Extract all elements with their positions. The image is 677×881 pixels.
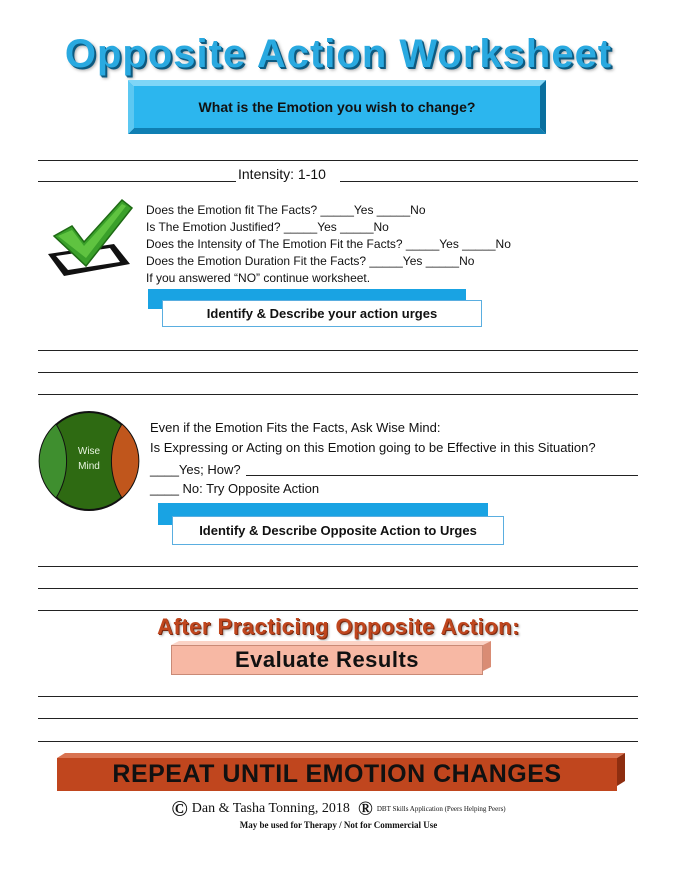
wise-mind-circle bbox=[38, 410, 140, 512]
answer-line[interactable] bbox=[38, 588, 638, 589]
opposite-label: Identify & Describe Opposite Action to Urges bbox=[172, 516, 504, 545]
yes-option: ____Yes; How? bbox=[150, 462, 241, 477]
facts-question: Does the Emotion fit The Facts? _____Yes _____No bbox=[146, 203, 426, 217]
answer-line[interactable] bbox=[38, 718, 638, 719]
answer-line[interactable] bbox=[38, 160, 638, 161]
answer-line[interactable] bbox=[38, 696, 638, 697]
answer-line[interactable] bbox=[38, 566, 638, 567]
urges-label-box bbox=[148, 289, 482, 327]
wise-mind-prompt: Even if the Emotion Fits the Facts, Ask Wise Mind: bbox=[150, 420, 441, 435]
no-option: ____ No: Try Opposite Action bbox=[150, 481, 320, 496]
answer-line[interactable] bbox=[38, 350, 638, 351]
answer-line[interactable] bbox=[38, 741, 638, 742]
checkmark-box-icon bbox=[44, 196, 134, 286]
evaluate-label: Evaluate Results bbox=[171, 645, 483, 675]
urges-label: Identify & Describe your action urges bbox=[162, 300, 482, 327]
facts-question: Does the Emotion Duration Fit the Facts? _____Yes _____No bbox=[146, 254, 475, 268]
evaluate-box bbox=[171, 641, 491, 675]
opposite-label-box bbox=[158, 503, 506, 545]
wise-mind-text: Wise bbox=[77, 446, 101, 457]
answer-line[interactable] bbox=[38, 394, 638, 395]
emotion-prompt-text: What is the Emotion you wish to change? bbox=[134, 86, 540, 128]
footer-author: Dan & Tasha Tonning, 2018 bbox=[191, 801, 350, 816]
footer bbox=[0, 798, 677, 830]
footer-application: DBT Skills Application (Peers Helping Peers) bbox=[376, 805, 506, 813]
repeat-banner-text: REPEAT UNTIL EMOTION CHANGES bbox=[57, 758, 617, 791]
registered-icon: ® bbox=[357, 798, 373, 820]
footer-usage: May be used for Therapy / Not for Commercial Use bbox=[239, 820, 438, 830]
answer-line[interactable] bbox=[38, 610, 638, 611]
facts-instruction: If you answered “NO” continue worksheet. bbox=[146, 271, 371, 285]
yes-how-line[interactable] bbox=[246, 475, 638, 476]
answer-line[interactable] bbox=[38, 181, 236, 182]
answer-line[interactable] bbox=[38, 372, 638, 373]
emotion-prompt-box bbox=[128, 80, 546, 134]
copyright-icon: © bbox=[171, 796, 188, 821]
intensity-label: Intensity: 1-10 bbox=[238, 166, 326, 182]
wise-mind-text: Mind bbox=[78, 461, 100, 472]
after-heading: After Practicing Opposite Action: bbox=[157, 614, 520, 639]
facts-question: Is The Emotion Justified? _____Yes _____No bbox=[146, 220, 389, 234]
intensity-answer-line[interactable] bbox=[340, 181, 638, 182]
wise-mind-question: Is Expressing or Acting on this Emotion going to be Effective in this Situation? bbox=[150, 440, 596, 455]
facts-question: Does the Intensity of The Emotion Fit the Facts? _____Yes _____No bbox=[146, 237, 511, 251]
repeat-banner bbox=[57, 753, 625, 791]
worksheet-title: Opposite Action Worksheet bbox=[64, 32, 613, 76]
